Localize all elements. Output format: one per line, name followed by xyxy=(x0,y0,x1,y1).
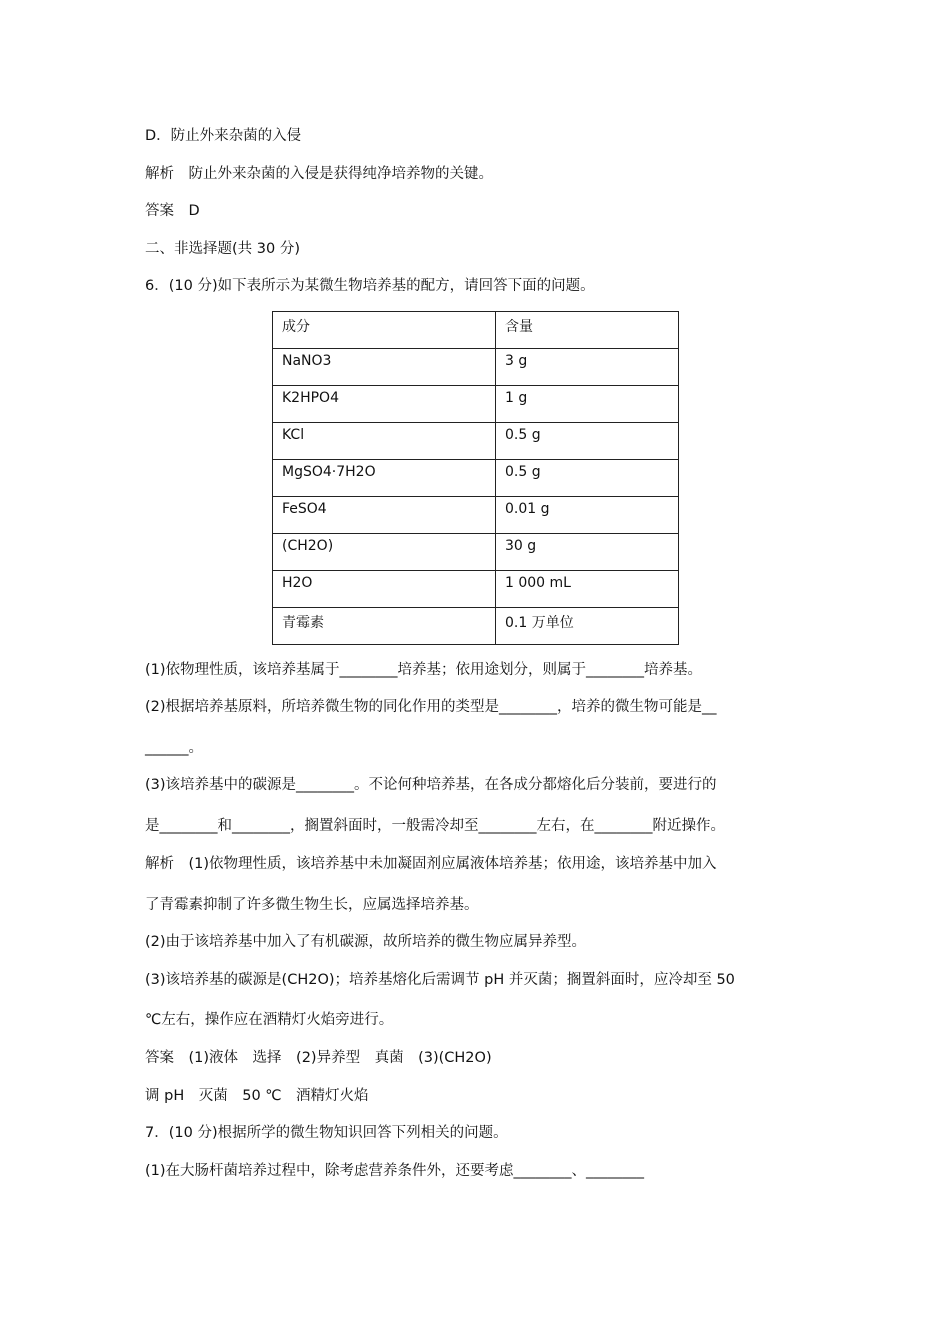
q6-part3-cont: 是________和________，搁置斜面时，一般需冷却至________左右，在________附近操作。 xyxy=(145,818,725,834)
component-cell: FeSO4 xyxy=(273,497,496,534)
table-row xyxy=(273,423,679,460)
amount-cell: 0.1 万单位 xyxy=(496,608,679,645)
component-cell: KCl xyxy=(273,423,496,460)
component-cell: NaNO3 xyxy=(273,349,496,386)
q6-answer-cont: 调 pH 灭菌 50 ℃ 酒精灯火焰 xyxy=(145,1088,369,1104)
table-row xyxy=(273,386,679,423)
amount-cell: 0.5 g xyxy=(496,460,679,497)
table-row xyxy=(273,571,679,608)
q6-part2-cont: ______。 xyxy=(145,740,203,756)
q6-part2: (2)根据培养基原料，所培养微生物的同化作用的类型是________，培养的微生物可能是__ xyxy=(145,699,717,715)
amount-cell: 1 g xyxy=(496,386,679,423)
q6-part3: (3)该培养基中的碳源是________。不论何种培养基，在各成分都熔化后分装前，要进行的 xyxy=(145,777,717,793)
q6-stem: 6．(10 分)如下表所示为某微生物培养基的配方，请回答下面的问题。 xyxy=(145,278,595,294)
amount-cell: 0.01 g xyxy=(496,497,679,534)
q6-analysis: 解析 (1)依物理性质，该培养基中未加凝固剂应属液体培养基；依用途，该培养基中加入 xyxy=(145,856,717,872)
q6-analysis-3-cont: ℃左右，操作应在酒精灯火焰旁进行。 xyxy=(145,1012,394,1028)
table-header-cell: 含量 xyxy=(496,312,679,349)
medium-recipe-table xyxy=(272,311,679,645)
table-row xyxy=(273,608,679,645)
q5-analysis: 解析 防止外来杂菌的入侵是获得纯净培养物的关键。 xyxy=(145,166,493,182)
q7-stem: 7．(10 分)根据所学的微生物知识回答下列相关的问题。 xyxy=(145,1125,508,1141)
q6-answer: 答案 (1)液体 选择 (2)异养型 真菌 (3)(CH2O) xyxy=(145,1050,492,1066)
amount-cell: 1 000 mL xyxy=(496,571,679,608)
component-cell: MgSO4·7H2O xyxy=(273,460,496,497)
amount-cell: 0.5 g xyxy=(496,423,679,460)
q6-analysis-3: (3)该培养基的碳源是(CH2O)；培养基熔化后需调节 pH 并灭菌；搁置斜面时，应冷却至 50 xyxy=(145,972,735,988)
option-d: D．防止外来杂菌的入侵 xyxy=(145,128,302,144)
table-row xyxy=(273,497,679,534)
component-cell: H2O xyxy=(273,571,496,608)
amount-cell: 3 g xyxy=(496,349,679,386)
section-heading: 二、非选择题(共 30 分) xyxy=(145,241,300,257)
component-cell: (CH2O) xyxy=(273,534,496,571)
q6-analysis-2: (2)由于该培养基中加入了有机碳源，故所培养的微生物应属异养型。 xyxy=(145,934,587,950)
table-row xyxy=(273,460,679,497)
amount-cell: 30 g xyxy=(496,534,679,571)
q5-answer: 答案 D xyxy=(145,203,200,219)
table-row xyxy=(273,349,679,386)
component-cell: K2HPO4 xyxy=(273,386,496,423)
q6-part1: (1)依物理性质，该培养基属于________培养基；依用途划分，则属于________培养基。 xyxy=(145,662,703,678)
component-cell: 青霉素 xyxy=(273,608,496,645)
q7-part1: (1)在大肠杆菌培养过程中，除考虑营养条件外，还要考虑________、________ xyxy=(145,1163,645,1179)
table-header-row xyxy=(273,312,679,349)
q6-analysis-cont: 了青霉素抑制了许多微生物生长，应属选择培养基。 xyxy=(145,897,479,913)
table-row xyxy=(273,534,679,571)
table-header-cell: 成分 xyxy=(273,312,496,349)
